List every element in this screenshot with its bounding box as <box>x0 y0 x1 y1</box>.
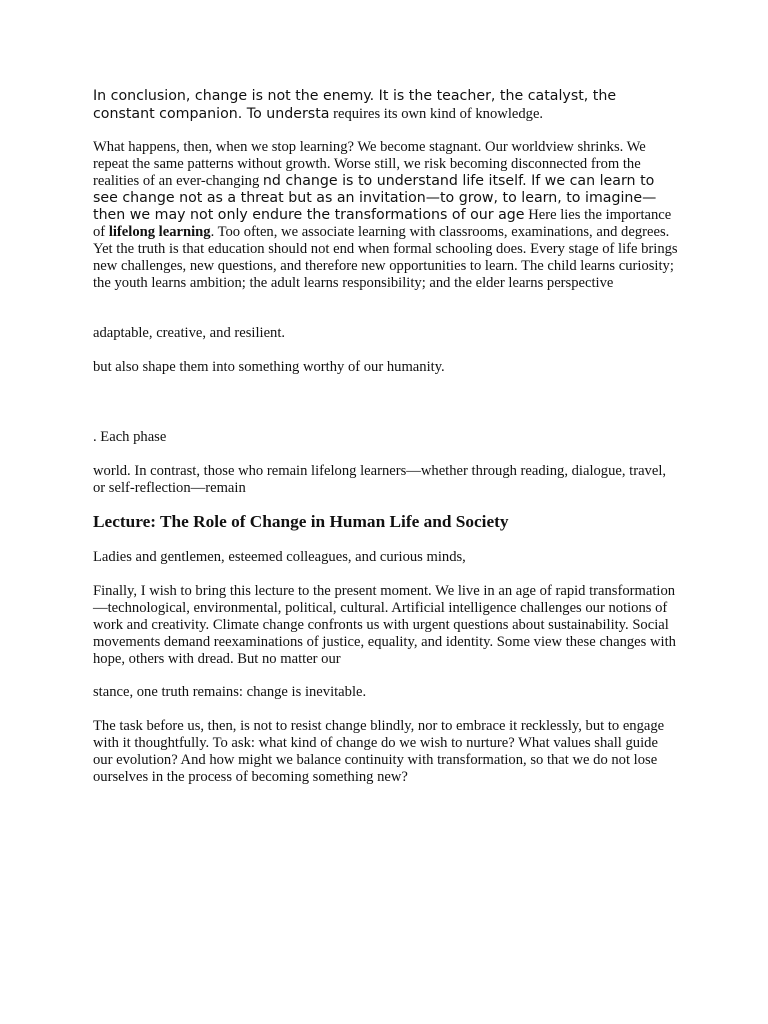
text-run: What happens, then, when we stop learning? We become stagnant. Our worldview shrinks. We repeat the same patterns without growth. Worse still, we risk becoming disconnected from the realities of an ever-changing <box>93 139 646 189</box>
bold-term: lifelong learning <box>108 224 211 240</box>
text-run: requires its own kind of knowledge. <box>329 106 544 122</box>
paragraph-fragment: world. In contrast, those who remain lifelong learners—whether through reading, dialogue, travel, or self-reflection—remain <box>93 463 667 496</box>
greeting: Ladies and gentlemen, esteemed colleagues, and curious minds, <box>93 549 466 565</box>
text-run: nd change is to understand life itself. If we can learn to see change not as a threat but as an invitation—to grow, to learn, to imagine—then we may not only endure the transformations of our age <box>93 173 657 223</box>
text-run: Here lies the importance of <box>93 207 672 240</box>
paragraph-task: The task before us, then, is not to resist change blindly, nor to embrace it recklessly, but to engage with it thoughtfully. To ask: what kind of change do we wish to nurture? What values shall guide our evolution? And how might we balance continuity with transformation, so that we do not lose ourselves in the process of becoming something new? <box>93 718 665 785</box>
paragraph-conclusion <box>93 87 678 123</box>
paragraph-fragment: . Each phase <box>93 429 167 445</box>
text-run: . Too often, we associate learning with classrooms, examinations, and degrees. Yet the truth is that education should not end when formal schooling does. Every stage of life brings new challenges, new questions, and therefore new opportunities to learn. The child learns curiosity; the youth learns ambition; the adult learns responsibility; and the elder learns perspective <box>93 224 678 291</box>
lecture-heading: Lecture: The Role of Change in Human Life and Society <box>93 512 509 531</box>
paragraph-lifelong-learning <box>93 139 678 292</box>
paragraph-fragment: but also shape them into something worthy of our humanity. <box>93 359 445 375</box>
paragraph-present-moment: Finally, I wish to bring this lecture to the present moment. We live in an age of rapid transformation—technological, environmental, political, cultural. Artificial intelligence challenges our notions of work and creativity. Climate change confronts us with urgent questions about sustainability. Social movements demand reexaminations of justice, equality, and identity. Some view these changes with hope, others with dread. But no matter our <box>93 583 676 667</box>
paragraph-fragment: adaptable, creative, and resilient. <box>93 325 286 341</box>
paragraph-fragment: stance, one truth remains: change is inevitable. <box>93 684 367 700</box>
text-run: In conclusion, change is not the enemy. It is the teacher, the catalyst, the constant companion. To understa <box>93 88 617 122</box>
